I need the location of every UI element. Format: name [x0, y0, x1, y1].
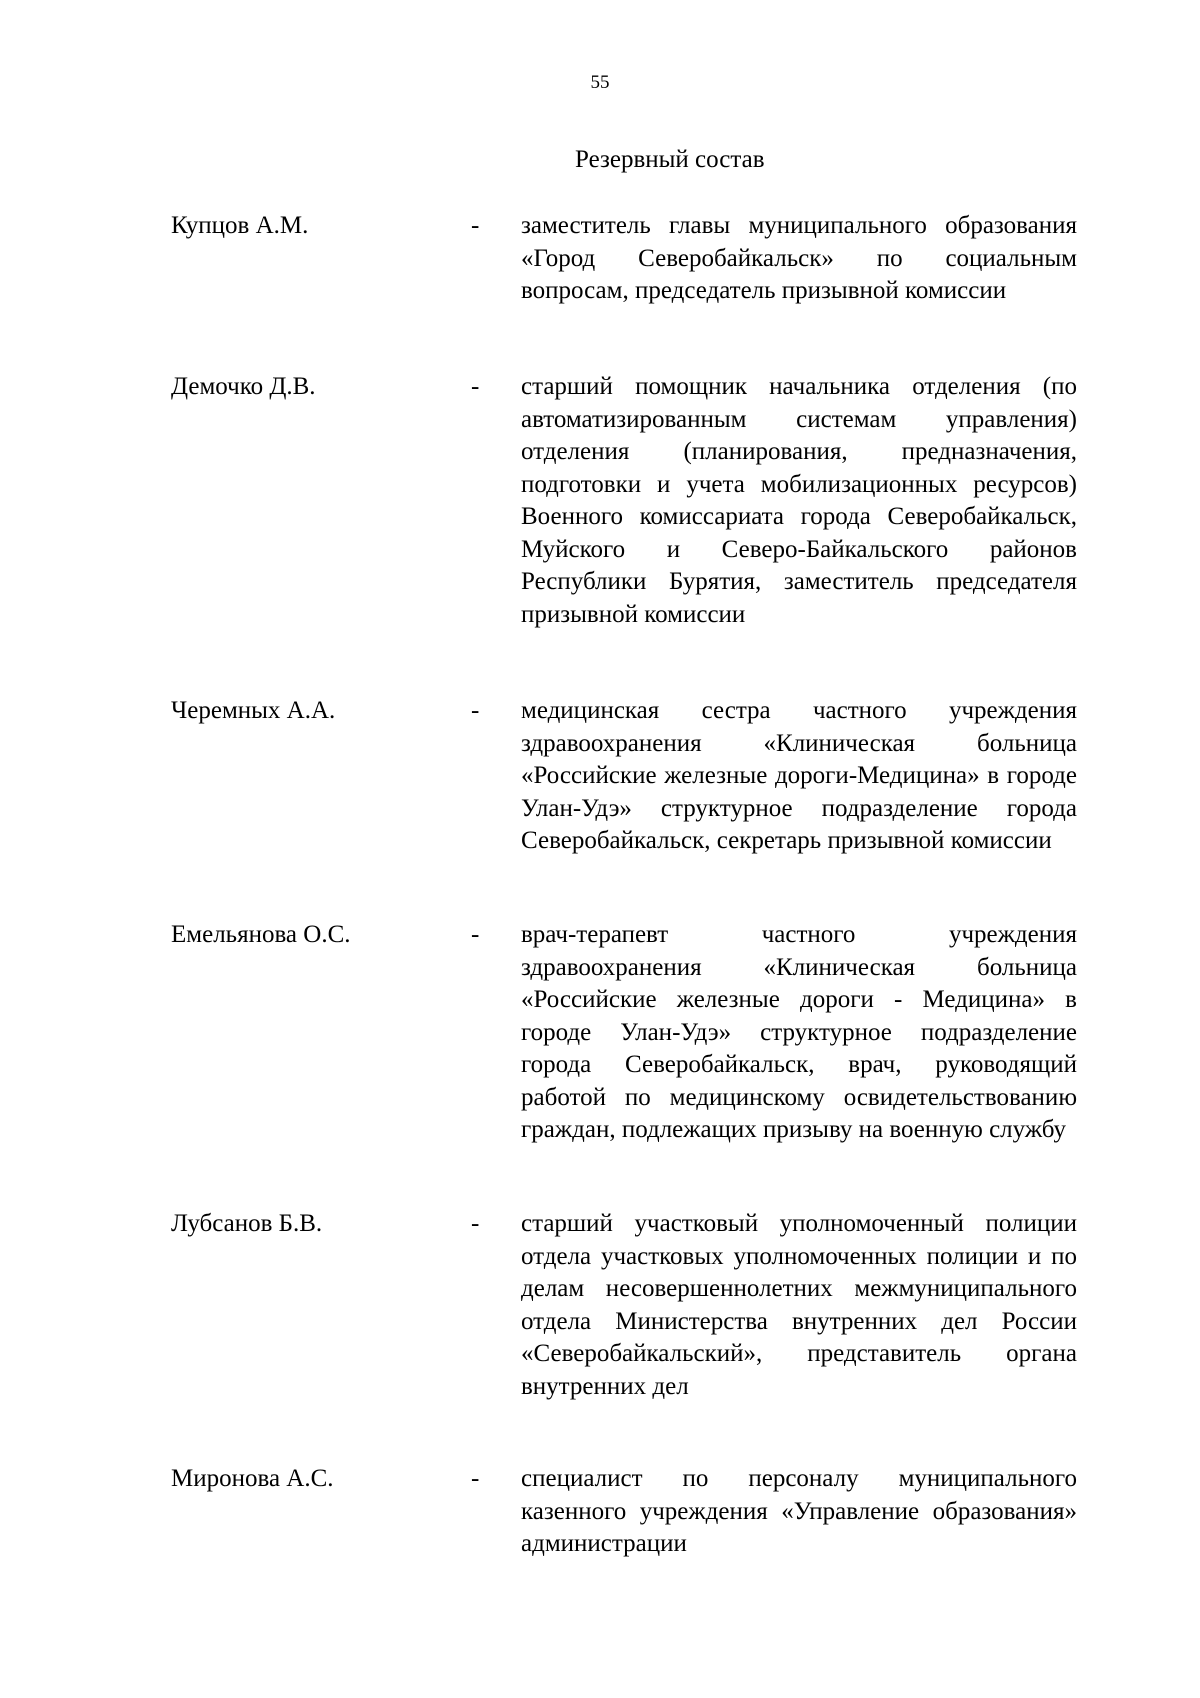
separator-dash: - — [471, 1210, 480, 1237]
member-name: Миронова А.С. — [171, 1465, 334, 1492]
separator-dash: - — [471, 697, 480, 724]
member-description: медицинская сестра частного учреждения здравоохранения «Клиническая больница «Российские железные дороги-Медицина» в городе Улан-Удэ» структурное подразделение города Северобайкальск, секретарь призывной комиссии — [521, 697, 1077, 854]
member-description: старший участковый уполномоченный полиции отдела участковых уполномоченных полиции и по делам несовершеннолетних межмуниципального отдела Министерства внутренних дел России «Северобайкальский», представитель органа внутренних дел — [521, 1210, 1077, 1400]
member-name: Черемных А.А. — [171, 697, 336, 724]
separator-dash: - — [471, 921, 480, 948]
section-title: Резервный состав — [575, 146, 765, 173]
member-name: Купцов А.М. — [171, 212, 309, 239]
member-name: Лубсанов Б.В. — [171, 1210, 323, 1237]
member-name: Емельянова О.С. — [171, 921, 351, 948]
member-description: врач-терапевт частного учреждения здравоохранения «Клиническая больница «Российские железные дороги - Медицина» в городе Улан-Удэ» структурное подразделение города Северобайкальск, врач, руководящий работой по медицинскому освидетельствованию граждан, подлежащих призыву на военную службу — [521, 921, 1077, 1143]
separator-dash: - — [471, 373, 480, 400]
member-description: заместитель главы муниципального образования «Город Северобайкальск» по социальным вопросам, председатель призывной комиссии — [521, 212, 1077, 304]
separator-dash: - — [471, 1465, 480, 1492]
page-number: 55 — [590, 72, 610, 93]
member-description: старший помощник начальника отделения (по автоматизированным системам управления) отделения (планирования, предназначения, подготовки и учета мобилизационных ресурсов) Военного комиссариата города Северобайкальск, Муйского и Северо-Байкальского районов Республики Бурятия, заместитель председателя призывной комиссии — [521, 373, 1077, 628]
member-description: специалист по персоналу муниципального казенного учреждения «Управление образования» администрации — [521, 1465, 1077, 1557]
separator-dash: - — [471, 212, 480, 239]
member-name: Демочко Д.В. — [171, 373, 316, 400]
